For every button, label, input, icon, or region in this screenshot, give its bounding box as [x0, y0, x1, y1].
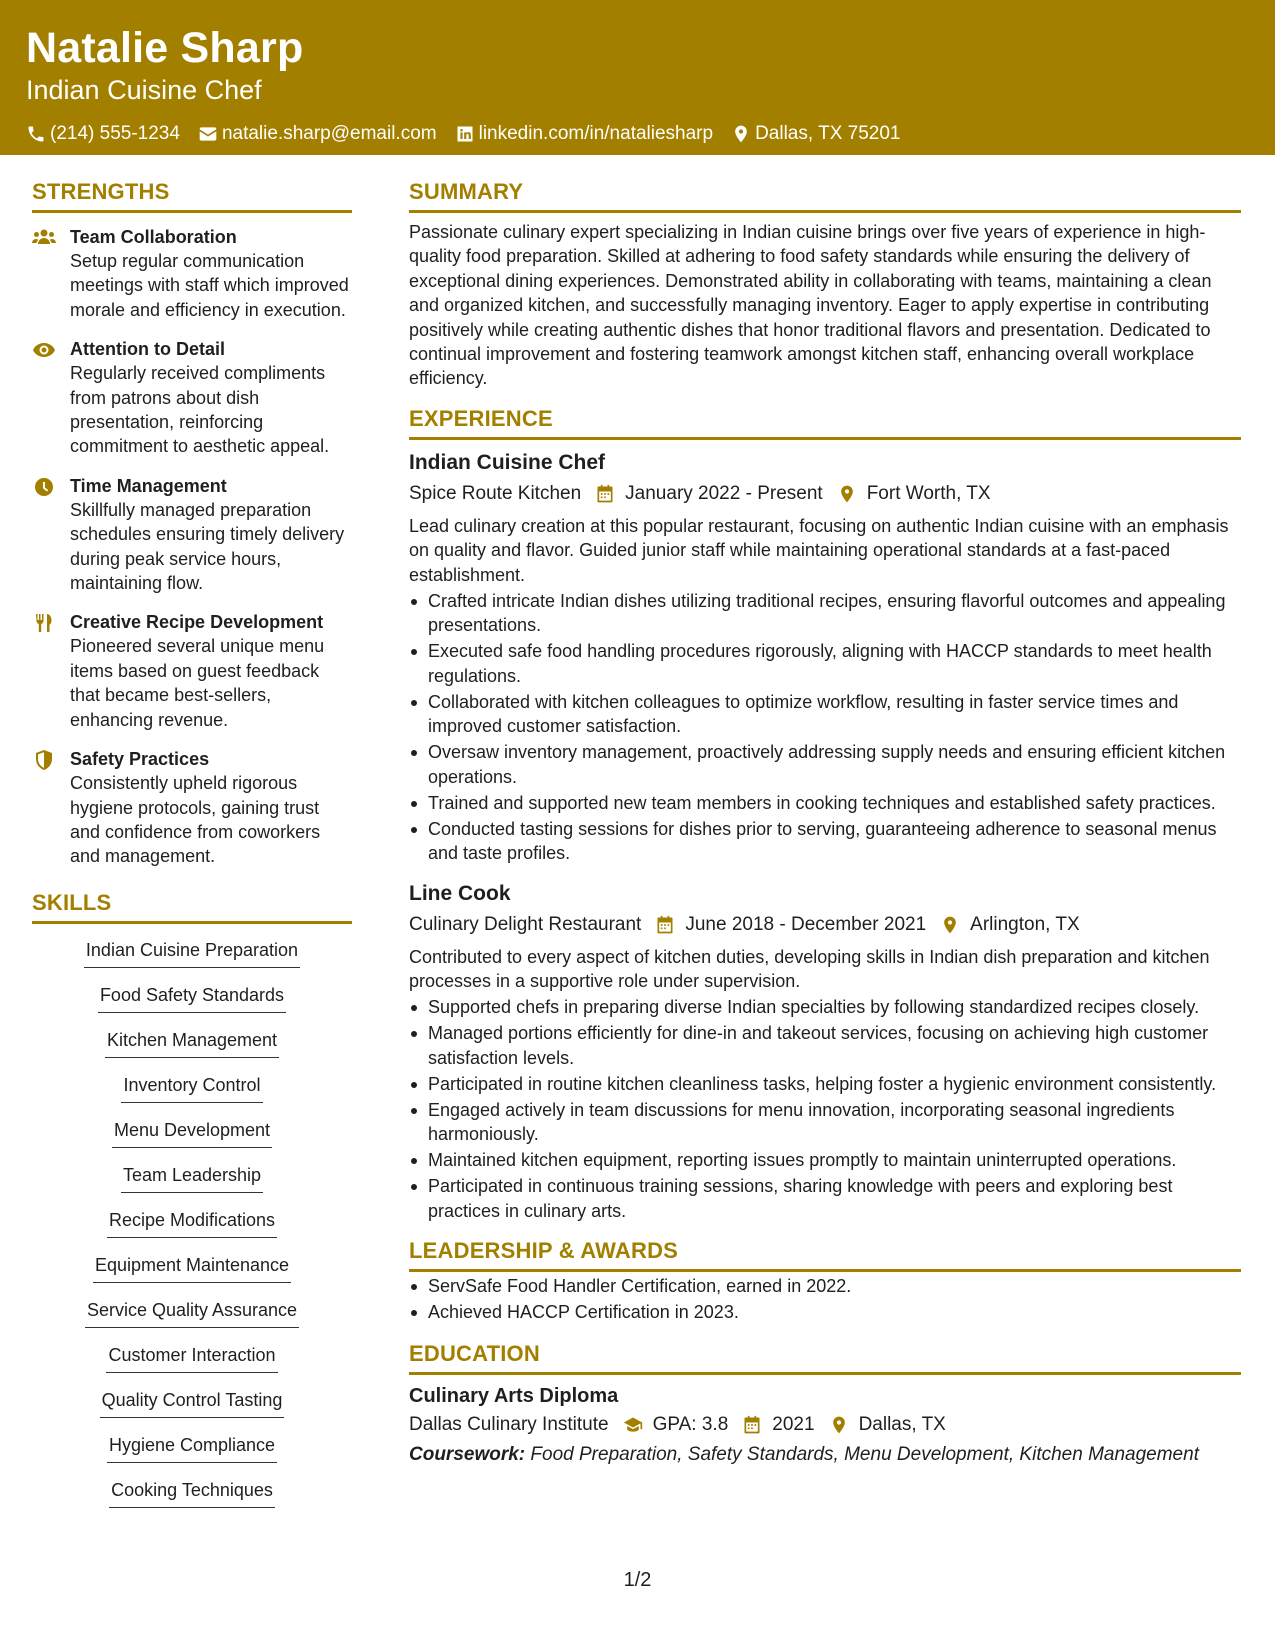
job-location: Fort Worth, TX [866, 482, 991, 504]
contact-linkedin[interactable] [455, 122, 713, 146]
job-bullet: Managed portions efficiently for dine-in and takeout services, focusing on achieving high customer satisfaction levels. [409, 1021, 1241, 1070]
contact-email[interactable] [198, 122, 437, 146]
contact-location [731, 122, 900, 146]
graduation-cap-icon [623, 1415, 643, 1435]
skill-item: Inventory Control [121, 1071, 262, 1103]
skill-item: Hygiene Compliance [107, 1431, 277, 1463]
calendar-icon [655, 915, 675, 935]
calendar-icon [595, 484, 615, 504]
job-bullet: Collaborated with kitchen colleagues to optimize workflow, resulting in faster service times and improved customer satisfaction. [409, 690, 1241, 739]
job-bullet: Maintained kitchen equipment, reporting issues promptly to maintain uninterrupted operations. [409, 1148, 1241, 1172]
skill-item: Menu Development [112, 1116, 272, 1148]
job-meta [409, 480, 1241, 508]
job-bullet: Engaged actively in team discussions for menu innovation, incorporating seasonal ingredients harmoniously. [409, 1098, 1241, 1147]
skills-list [32, 936, 352, 1521]
education-degree: Culinary Arts Diploma [409, 1385, 619, 1408]
linkedin-text: linkedin.com/in/nataliesharp [478, 123, 714, 144]
education-year: 2021 [772, 1414, 815, 1436]
strength-desc: Pioneered several unique menu items based on guest feedback that became best-sellers, enhancing revenue. [70, 636, 325, 730]
job-entry [409, 880, 1241, 1223]
phone-icon [26, 124, 46, 144]
strength-title: Time Management [70, 475, 227, 496]
strength-item [32, 225, 352, 322]
job-bullet: Executed safe food handling procedures rigorously, aligning with HACCP standards to meet health regulations. [409, 639, 1241, 688]
map-pin-icon [940, 915, 960, 935]
contact-bar [26, 122, 1249, 146]
experience-heading: EXPERIENCE [409, 405, 1241, 440]
coursework [409, 1441, 1241, 1469]
job-bullet: Crafted intricate Indian dishes utilizing traditional recipes, ensuring flavorful outcomes and appealing presentations. [409, 589, 1241, 638]
skill-item: Food Safety Standards [98, 981, 286, 1013]
job-bullet: Participated in routine kitchen cleanliness tasks, helping foster a hygienic environment consistently. [409, 1072, 1241, 1096]
job-description: Lead culinary creation at this popular restaurant, focusing on authentic Indian cuisine with an emphasis on quality and flavor. Guided junior staff while maintaining operational standards at a fast-paced establishment. [409, 515, 1229, 585]
job-title: Indian Cuisine Chef [409, 450, 606, 474]
job-location: Arlington, TX [970, 913, 1080, 935]
leadership-heading: LEADERSHIP & AWARDS [409, 1237, 1241, 1272]
summary-heading: SUMMARY [409, 178, 1241, 213]
job-bullet: Supported chefs in preparing diverse Indian specialties by following standardized recipes closely. [409, 995, 1241, 1019]
skill-item: Customer Interaction [106, 1341, 277, 1373]
leadership-item: ServSafe Food Handler Certification, earned in 2022. [409, 1274, 1241, 1298]
strength-title: Creative Recipe Development [70, 612, 324, 633]
job-description: Contributed to every aspect of kitchen duties, developing skills in Indian dish preparation and kitchen processes in a supportive role under supervision. [409, 946, 1210, 991]
skill-item: Team Leadership [121, 1161, 263, 1193]
users-icon [32, 228, 56, 248]
candidate-role: Indian Cuisine Chef [26, 75, 262, 105]
email-text: natalie.sharp@email.com [221, 123, 437, 144]
education-school: Dallas Culinary Institute [409, 1414, 609, 1436]
left-column [32, 178, 352, 1521]
job-bullet: Participated in continuous training sessions, sharing knowledge with peers and exploring best practices in culinary arts. [409, 1174, 1241, 1223]
education-meta [409, 1411, 1241, 1439]
envelope-icon [198, 124, 218, 144]
skill-item: Service Quality Assurance [85, 1296, 299, 1328]
location-text: Dallas, TX 75201 [755, 123, 901, 144]
strength-desc: Consistently upheld rigorous hygiene protocols, gaining trust and confidence from coworkers and management. [70, 773, 321, 867]
skills-heading: SKILLS [32, 889, 352, 924]
job-bullets [409, 589, 1241, 865]
strengths-heading: STRENGTHS [32, 178, 352, 213]
skill-item: Cooking Techniques [109, 1476, 275, 1508]
job-bullets [409, 995, 1241, 1223]
linkedin-icon [455, 124, 475, 144]
job-entry [409, 449, 1241, 866]
phone-text: (214) 555-1234 [50, 123, 180, 144]
education-location: Dallas, TX [858, 1414, 946, 1436]
job-dates: January 2022 - Present [625, 482, 823, 504]
strength-item [32, 610, 352, 732]
job-bullet: Oversaw inventory management, proactively addressing supply needs and ensuring efficient kitchen operations. [409, 740, 1241, 789]
strength-title: Safety Practices [70, 749, 210, 770]
job-company: Culinary Delight Restaurant [409, 913, 642, 935]
coursework-text: Food Preparation, Safety Standards, Menu Development, Kitchen Management [525, 1444, 1199, 1466]
strength-item [32, 747, 352, 869]
skill-item: Quality Control Tasting [100, 1386, 285, 1418]
strengths-list [32, 225, 352, 869]
map-pin-icon [829, 1415, 849, 1435]
right-column [409, 178, 1241, 1469]
candidate-name: Natalie Sharp [26, 24, 304, 72]
clock-icon [32, 477, 56, 497]
eye-icon [32, 340, 56, 360]
resume-header [0, 0, 1275, 155]
strength-desc: Setup regular communication meetings with staff which improved morale and efficiency in execution. [70, 251, 349, 320]
strength-item [32, 337, 352, 459]
job-company: Spice Route Kitchen [409, 482, 582, 504]
strength-desc: Regularly received compliments from patrons about dish presentation, reinforcing commitment to aesthetic appeal. [70, 363, 330, 457]
strength-title: Team Collaboration [70, 227, 237, 247]
summary-text: Passionate culinary expert specializing in Indian cuisine brings over five years of experience in high-quality food preparation. Skilled at adhering to food safety standards while ensuring the delivery of exceptional dining experiences. Demonstrated ability in collaborating with teams, maintaining a clean and organized kitchen, and successfully managing inventory. Eager to apply expertise in contributing positively while creating authentic dishes that honor traditional flavors and presentation. Dedicated to continual improvement and fostering teamwork amongst kitchen staff, enhancing overall workplace efficiency. [409, 222, 1212, 389]
leadership-item: Achieved HACCP Certification in 2023. [409, 1300, 1241, 1324]
job-bullet: Conducted tasting sessions for dishes prior to serving, guaranteeing adherence to seasonal menus and taste profiles. [409, 817, 1241, 866]
shield-icon [32, 750, 56, 770]
calendar-icon [742, 1415, 762, 1435]
leadership-list [409, 1274, 1241, 1324]
contact-phone[interactable] [26, 122, 180, 146]
map-pin-icon [731, 124, 751, 144]
job-meta [409, 911, 1241, 939]
education-heading: EDUCATION [409, 1340, 1241, 1375]
job-bullet: Trained and supported new team members in cooking techniques and established safety practices. [409, 791, 1241, 815]
skill-item: Equipment Maintenance [93, 1251, 291, 1283]
strength-desc: Skillfully managed preparation schedules ensuring timely delivery during peak service hours, maintaining flow. [70, 499, 345, 594]
skill-item: Indian Cuisine Preparation [84, 936, 300, 968]
skill-item: Kitchen Management [105, 1026, 279, 1058]
utensils-icon [32, 613, 56, 633]
strength-item [32, 474, 352, 596]
job-dates: June 2018 - December 2021 [685, 913, 927, 935]
job-title: Line Cook [409, 881, 511, 905]
page-number: 1/2 [623, 1569, 652, 1591]
map-pin-icon [837, 484, 857, 504]
skill-item: Recipe Modifications [107, 1206, 277, 1238]
education-gpa: GPA: 3.8 [652, 1414, 729, 1436]
strength-title: Attention to Detail [70, 339, 225, 360]
coursework-label: Coursework: [409, 1444, 526, 1466]
